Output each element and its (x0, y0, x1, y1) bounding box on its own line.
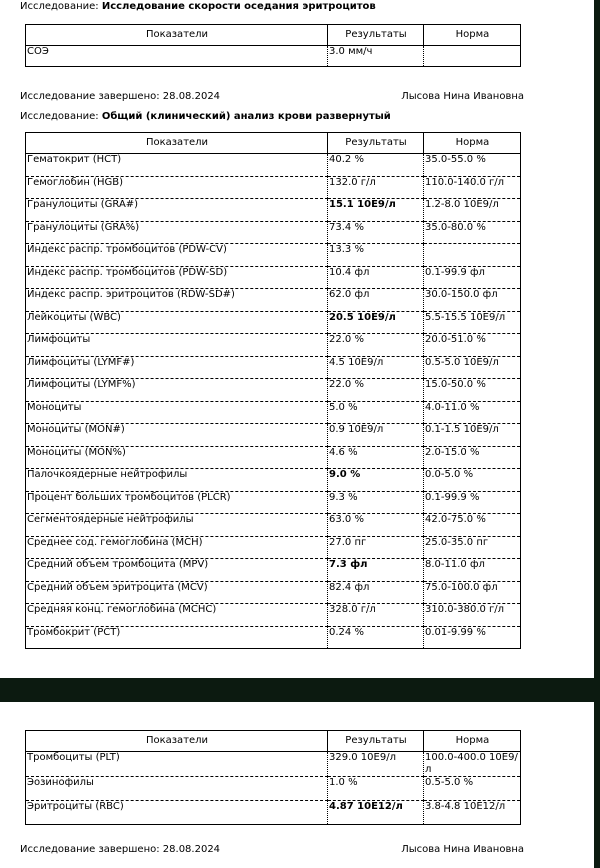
norm-range-cell: 0.1-1.5 10E9/л (424, 424, 521, 447)
indicator-name-cell: Индекс распр. эритроцитов (RDW-SD#) (26, 289, 328, 312)
norm-range-cell (424, 46, 521, 67)
table-row (26, 604, 521, 627)
table-row (26, 752, 521, 777)
indicator-name-cell: Среднее сод. гемоглобина (MCH) (26, 536, 328, 559)
header-result: Результаты (328, 133, 424, 154)
header-indicator: Показатели (26, 25, 328, 46)
result-value-cell: 62.0 фл (328, 289, 424, 312)
norm-range-cell: 0.5-5.0 % (424, 777, 521, 801)
result-value-cell: 22.0 % (328, 334, 424, 357)
table-row (26, 469, 521, 492)
result-value-cell: 7.3 фл (328, 559, 424, 582)
result-value-cell: 0.24 % (328, 626, 424, 649)
result-value-cell: 329.0 10E9/л (328, 752, 424, 777)
norm-range-cell: 25.0-35.0 пг (424, 536, 521, 559)
table-row (26, 266, 521, 289)
table-row (26, 379, 521, 402)
table-row (26, 334, 521, 357)
table-row (26, 199, 521, 222)
indicator-name-cell: Эозинофилы (26, 777, 328, 801)
result-value-cell: 82.4 фл (328, 581, 424, 604)
norm-range-cell: 2.0-15.0 % (424, 446, 521, 469)
table-row (26, 176, 521, 199)
table-row (26, 311, 521, 334)
result-value-cell: 4.5 10E9/л (328, 356, 424, 379)
norm-range-cell: 3.8-4.8 10E12/л (424, 801, 521, 825)
right-edge-border (594, 0, 600, 678)
table-row (26, 581, 521, 604)
norm-range-cell: 4.0-11.0 % (424, 401, 521, 424)
result-value-cell: 40.2 % (328, 154, 424, 177)
norm-range-cell: 20.0-51.0 % (424, 334, 521, 357)
table-row (26, 289, 521, 312)
result-value-cell: 9.0 % (328, 469, 424, 492)
result-value-cell: 4.6 % (328, 446, 424, 469)
norm-range-cell: 0.01-9.99 % (424, 626, 521, 649)
esr-heading (20, 1, 376, 12)
result-value-cell: 9.3 % (328, 491, 424, 514)
esr-results-table (25, 24, 521, 67)
norm-range-cell: 0.0-5.0 % (424, 469, 521, 492)
indicator-name-cell: Лимфоциты (LYMF%) (26, 379, 328, 402)
result-value-cell: 13.3 % (328, 244, 424, 267)
indicator-name-cell: Лимфоциты (LYMF#) (26, 356, 328, 379)
result-value-cell: 132.0 г/л (328, 176, 424, 199)
table-row (26, 777, 521, 801)
table-row (26, 626, 521, 649)
norm-range-cell: 8.0-11.0 фл (424, 559, 521, 582)
indicator-name-cell: Индекс распр. тромбоцитов (PDW-CV) (26, 244, 328, 267)
header-norm: Норма (424, 133, 521, 154)
indicator-name-cell: Моноциты (MON%) (26, 446, 328, 469)
header-indicator: Показатели (26, 133, 328, 154)
norm-range-cell (424, 244, 521, 267)
indicator-name-cell: Гемоглобин (HGB) (26, 176, 328, 199)
table-row (26, 446, 521, 469)
norm-range-cell: 1.2-8.0 10E9/л (424, 199, 521, 222)
indicator-name-cell: Лимфоциты (26, 334, 328, 357)
result-value-cell: 73.4 % (328, 221, 424, 244)
table-header-row (26, 25, 521, 46)
norm-range-cell: 0.5-5.0 10E9/л (424, 356, 521, 379)
esr-heading-prefix: Исследование: (20, 1, 99, 12)
table-header-row (26, 133, 521, 154)
result-value-cell: 20.5 10E9/л (328, 311, 424, 334)
cbc-heading-title: Общий (клинический) анализ крови развернутый (101, 111, 391, 122)
page-break-separator (0, 678, 600, 702)
table-header-row (26, 731, 521, 752)
result-value-cell: 63.0 % (328, 514, 424, 537)
table-row (26, 536, 521, 559)
table-row (26, 491, 521, 514)
norm-range-cell: 35.0-80.0 % (424, 221, 521, 244)
norm-range-cell: 0.1-99.9 % (424, 491, 521, 514)
cbc-continued-results-table (25, 730, 521, 825)
header-indicator: Показатели (26, 731, 328, 752)
table-row (26, 514, 521, 537)
indicator-name-cell: Процент больших тромбоцитов (PLCR) (26, 491, 328, 514)
indicator-name-cell: Гранулоциты (GRA%) (26, 221, 328, 244)
table-row (26, 401, 521, 424)
header-result: Результаты (328, 731, 424, 752)
table-row (26, 559, 521, 582)
indicator-name-cell: Гематокрит (HCT) (26, 154, 328, 177)
indicator-name-cell: Средний объем тромбоцита (MPV) (26, 559, 328, 582)
table-row (26, 154, 521, 177)
result-value-cell: 328.0 г/л (328, 604, 424, 627)
table-row (26, 356, 521, 379)
norm-range-cell: 5.5-15.5 10E9/л (424, 311, 521, 334)
indicator-name-cell: Тромбокрит (PCT) (26, 626, 328, 649)
result-value-cell: 22.0 % (328, 379, 424, 402)
result-value-cell: 3.0 мм/ч (328, 46, 424, 67)
indicator-name-cell: Средняя конц. гемоглобина (MCHC) (26, 604, 328, 627)
result-value-cell: 5.0 % (328, 401, 424, 424)
indicator-name-cell: Индекс распр. тромбоцитов (PDW-SD) (26, 266, 328, 289)
table-row (26, 46, 521, 67)
table-row (26, 801, 521, 825)
indicator-name-cell: Лейкоциты (WBC) (26, 311, 328, 334)
cbc-doctor-name: Лысова Нина Ивановна (401, 844, 524, 855)
table-row (26, 244, 521, 267)
norm-range-cell: 42.0-75.0 % (424, 514, 521, 537)
indicator-name-cell: Эритроциты (RBC) (26, 801, 328, 825)
indicator-name-cell: Моноциты (MON#) (26, 424, 328, 447)
result-value-cell: 10.4 фл (328, 266, 424, 289)
table-row (26, 221, 521, 244)
indicator-name-cell: СОЭ (26, 46, 328, 67)
result-value-cell: 0.9 10E9/л (328, 424, 424, 447)
result-value-cell: 15.1 10E9/л (328, 199, 424, 222)
right-edge-border-lower (594, 702, 600, 868)
indicator-name-cell: Средний объем эритроцита (MCV) (26, 581, 328, 604)
indicator-name-cell: Палочкоядерные нейтрофилы (26, 469, 328, 492)
norm-range-cell: 35.0-55.0 % (424, 154, 521, 177)
esr-doctor-name: Лысова Нина Ивановна (401, 91, 524, 102)
result-value-cell: 4.87 10E12/л (328, 801, 424, 825)
norm-range-cell: 110.0-140.0 г/л (424, 176, 521, 199)
indicator-name-cell: Тромбоциты (PLT) (26, 752, 328, 777)
cbc-heading (20, 111, 391, 122)
cbc-completed-date: Исследование завершено: 28.08.2024 (20, 844, 221, 855)
header-result: Результаты (328, 25, 424, 46)
norm-range-cell: 75.0-100.0 фл (424, 581, 521, 604)
norm-range-cell: 15.0-50.0 % (424, 379, 521, 402)
cbc-heading-prefix: Исследование: (20, 111, 99, 122)
norm-range-cell: 100.0-400.0 10E9/л (424, 752, 521, 777)
esr-heading-title: Исследование скорости оседания эритроцитов (101, 1, 376, 12)
norm-range-cell: 0.1-99.9 фл (424, 266, 521, 289)
norm-range-cell: 310.0-380.0 г/л (424, 604, 521, 627)
norm-range-cell: 30.0-150.0 фл (424, 289, 521, 312)
table-row (26, 424, 521, 447)
header-norm: Норма (424, 731, 521, 752)
header-norm: Норма (424, 25, 521, 46)
indicator-name-cell: Гранулоциты (GRA#) (26, 199, 328, 222)
cbc-results-table (25, 132, 521, 649)
result-value-cell: 27.0 пг (328, 536, 424, 559)
indicator-name-cell: Моноциты (26, 401, 328, 424)
esr-completed-date: Исследование завершено: 28.08.2024 (20, 91, 221, 102)
indicator-name-cell: Сегментоядерные нейтрофилы (26, 514, 328, 537)
result-value-cell: 1.0 % (328, 777, 424, 801)
